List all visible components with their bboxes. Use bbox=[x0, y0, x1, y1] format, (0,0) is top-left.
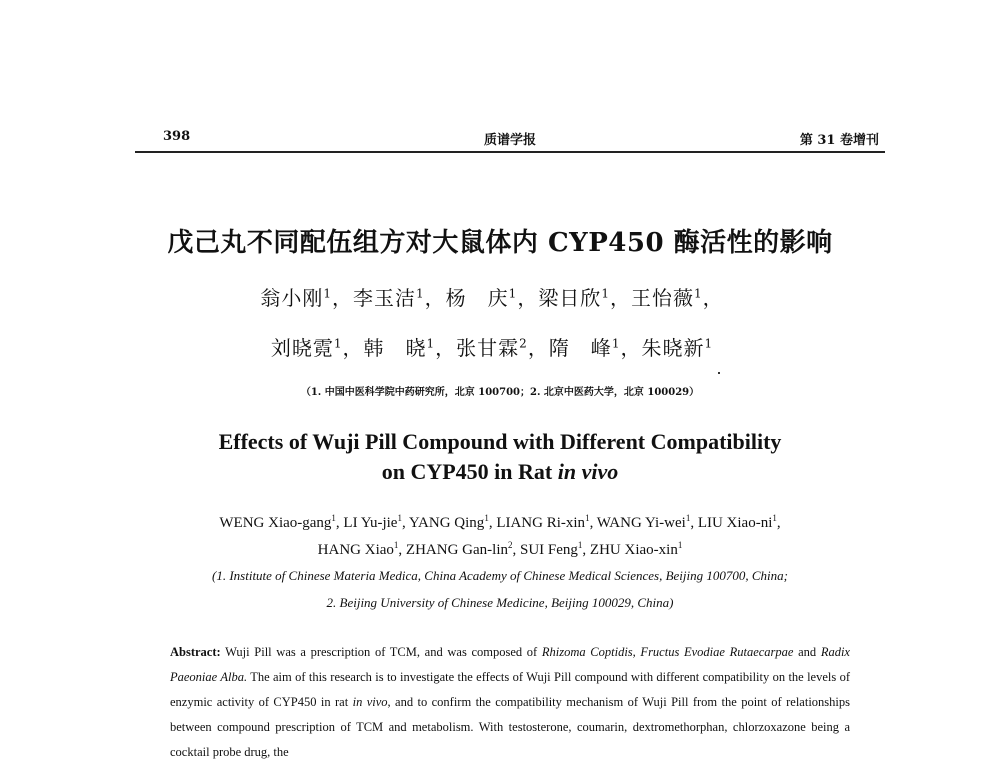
author-affiliation-mark: 1 bbox=[416, 286, 425, 301]
author-name: 韩 晓 bbox=[363, 336, 427, 360]
journal-name: 质谱学报 bbox=[483, 133, 536, 148]
abstract-label: Abstract: bbox=[170, 645, 221, 659]
author-name: LIANG Ri-xin bbox=[496, 515, 586, 531]
abstract bbox=[170, 640, 850, 765]
author-name: 梁日欣 bbox=[538, 286, 602, 310]
chinese-authors-line-2: 刘晓霓$^1$，韩 晓$^1$，张甘霖$^2$，隋 峰$^1$，朱晓新$^1$ bbox=[270, 336, 714, 360]
author-name: 翁小刚 bbox=[260, 286, 324, 310]
author-affiliation-mark: 2 bbox=[508, 540, 513, 550]
author-affiliation-mark: 1 bbox=[484, 513, 489, 523]
author-name: 刘晓霓 bbox=[270, 336, 334, 360]
author-name: 朱晓新 bbox=[641, 336, 705, 360]
english-title-line-1: Effects of Wuji Pill Compound with Different Compatibility bbox=[218, 429, 782, 454]
author-name: LIU Xiao-ni bbox=[697, 515, 773, 531]
abstract-text-b: and bbox=[793, 645, 821, 659]
author-name: WANG Yi-wei bbox=[596, 515, 686, 531]
author-name: WENG Xiao-gang bbox=[219, 515, 332, 531]
author-name: 隋 峰 bbox=[548, 336, 612, 360]
author-affiliation-mark: 1 bbox=[393, 540, 399, 550]
author-affiliation-mark: 1 bbox=[323, 286, 333, 301]
running-header bbox=[135, 125, 885, 153]
abstract-text-c: The aim of this research is to investigate the effects of Wuji Pill compound with different compatibility on the levels of enzymic activity of CYP450 in rat bbox=[170, 670, 851, 709]
author-name: LI Yu-jie bbox=[343, 515, 398, 531]
author-affiliation-mark: 1 bbox=[508, 286, 518, 301]
stray-mark bbox=[718, 372, 720, 374]
author-name: ZHU Xiao-xin bbox=[589, 542, 678, 558]
author-affiliation-mark: 1 bbox=[772, 513, 777, 523]
chinese-title: 戊己丸不同配伍组方对大鼠体内 CYP450 酶活性的影响 bbox=[167, 228, 833, 258]
english-authors-line-2: HANG Xiao$^1$, ZHANG Gan-lin$^2$, SUI Feng$^1$, ZHU Xiao-xin$^1$ bbox=[317, 540, 683, 558]
abstract-text-d: , and to confirm the compatibility mechanism of Wuji Pill from the point of relationships between compound prescription of TCM and metabolism. With testosterone, coumarin, dextromethorphan, chlorzoxazone being a cocktail probe drug, the bbox=[170, 695, 850, 759]
author-name: HANG Xiao bbox=[317, 542, 394, 558]
author-name: YANG Qing bbox=[408, 515, 485, 531]
author-affiliation-mark: 1 bbox=[397, 513, 402, 523]
author-name: 张甘霖 bbox=[456, 336, 520, 360]
author-affiliation-mark: 1 bbox=[693, 286, 703, 301]
abstract-in-vivo: in vivo bbox=[352, 695, 388, 709]
author-name: ZHANG Gan-lin bbox=[405, 542, 508, 558]
author-affiliation-mark: 1 bbox=[677, 540, 683, 550]
author-affiliation-mark: 1 bbox=[601, 286, 610, 301]
chinese-authors-line-1: 翁小刚$^1$，李玉洁$^1$，杨 庆$^1$，梁日欣$^1$，王怡薇$^1$， bbox=[260, 286, 724, 310]
abstract-herb-2: Radix Paeoniae Alba. bbox=[170, 645, 850, 684]
volume-info: 第 31 卷增刊 bbox=[799, 133, 879, 148]
author-affiliation-mark: 1 bbox=[577, 540, 583, 550]
author-name: SUI Feng bbox=[520, 542, 578, 558]
author-affiliation-mark: 1 bbox=[333, 336, 343, 351]
abstract-herb-1: Rhizoma Coptidis, Fructus Evodiae Rutaecarpae bbox=[541, 645, 794, 659]
author-affiliation-mark: 1 bbox=[704, 336, 714, 351]
english-title-line-2 bbox=[0, 457, 1000, 487]
author-name: 杨 庆 bbox=[445, 286, 509, 310]
page-number: 398 bbox=[163, 129, 191, 144]
author-affiliation-mark: 2 bbox=[519, 336, 528, 351]
author-affiliation-mark: 1 bbox=[331, 513, 336, 523]
english-affiliation-line-1: (1. Institute of Chinese Materia Medica, China Academy of Chinese Medical Sciences, Beijing 100700, China; bbox=[212, 568, 788, 583]
author-affiliation-mark: 1 bbox=[426, 336, 436, 351]
english-title-in-vivo: in vivo bbox=[557, 459, 619, 484]
author-affiliation-mark: 1 bbox=[585, 513, 590, 523]
english-affiliation-line-2: 2. Beijing University of Chinese Medicine, Beijing 100029, China) bbox=[326, 595, 674, 610]
chinese-affiliation: （1. 中国中医科学院中药研究所，北京 100700；2. 北京中医药大学，北京 100029） bbox=[300, 387, 700, 398]
english-title-line-2-text: on CYP450 in Rat bbox=[381, 459, 558, 484]
author-name: 王怡薇 bbox=[630, 286, 694, 310]
author-affiliation-mark: 1 bbox=[685, 513, 691, 523]
english-authors-line-1: WENG Xiao-gang$^1$, LI Yu-jie$^1$, YANG Qing$^1$, LIANG Ri-xin$^1$, WANG Yi-wei$^1$, LIU Xiao-$ni^1$, bbox=[219, 513, 781, 531]
abstract-text-a: Wuji Pill was a prescription of TCM, and was composed of bbox=[220, 645, 542, 659]
english-title bbox=[0, 427, 1000, 487]
author-affiliation-mark: 1 bbox=[611, 336, 621, 351]
author-name: 李玉洁 bbox=[353, 286, 417, 310]
